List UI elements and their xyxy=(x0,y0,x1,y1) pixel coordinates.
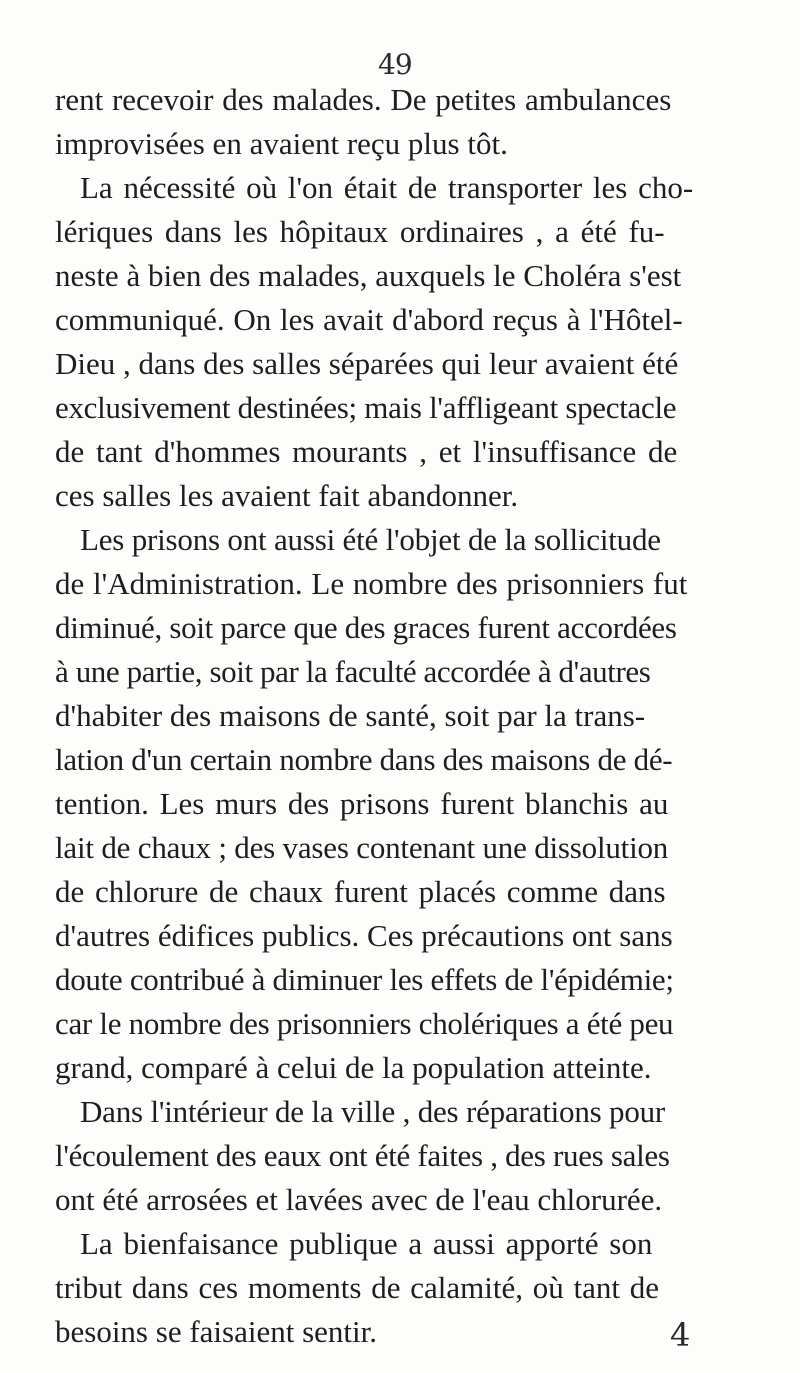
text-line: tribut dans ces moments de calamité, où tant de xyxy=(55,1270,659,1305)
text-line: car le nombre des prisonniers cholériques a été peu xyxy=(55,1006,674,1041)
text-line: doute contribué à diminuer les effets de l'épidémie; xyxy=(55,962,674,997)
text-line: de chlorure de chaux furent placés comme dans xyxy=(55,874,666,909)
text-line: tention. Les murs des prisons furent blanchis au xyxy=(55,786,669,821)
text-line: l'écoulement des eaux ont été faites , des rues sales xyxy=(55,1138,670,1173)
text-line: Dans l'intérieur de la ville , des réparations pour xyxy=(80,1094,666,1129)
text-line: grand, comparé à celui de la population atteinte. xyxy=(55,1050,652,1085)
text-line: à une partie, soit par la faculté accordée à d'autres xyxy=(55,654,651,689)
text-line: neste à bien des malades, auxquels le Choléra s'est xyxy=(55,258,682,293)
text-line: Dieu , dans des salles séparées qui leur avaient été xyxy=(55,346,679,381)
text-line: besoins se faisaient sentir. xyxy=(55,1314,377,1349)
text-line: lation d'un certain nombre dans des maisons de dé- xyxy=(55,742,673,777)
text-line: lait de chaux ; des vases contenant une dissolution xyxy=(55,830,669,865)
text-line: La nécessité où l'on était de transporter les cho- xyxy=(80,170,694,205)
text-line: La bienfaisance publique a aussi apporté son xyxy=(80,1226,653,1261)
page-number: 49 xyxy=(378,48,412,81)
text-line: de tant d'hommes mourants , et l'insuffisance de xyxy=(55,434,678,469)
text-line: lériques dans les hôpitaux ordinaires , a été fu- xyxy=(55,214,665,249)
signature-mark: 4 xyxy=(670,1316,691,1354)
text-line: exclusivement destinées; mais l'affligeant spectacle xyxy=(55,390,677,425)
text-line: ont été arrosées et lavées avec de l'eau chlorurée. xyxy=(55,1182,663,1217)
text-line: Les prisons ont aussi été l'objet de la sollicitude xyxy=(80,522,661,557)
text-line: d'habiter des maisons de santé, soit par la trans- xyxy=(55,698,646,733)
text-line: improvisées en avaient reçu plus tôt. xyxy=(55,126,508,161)
text-line: communiqué. On les avait d'abord reçus à l'Hôtel- xyxy=(55,302,683,337)
text-line: d'autres édifices publics. Ces précautions ont sans xyxy=(55,918,673,953)
text-line: ces salles les avaient fait abandonner. xyxy=(55,478,519,513)
text-line: rent recevoir des malades. De petites ambulances xyxy=(55,82,672,117)
text-line: diminué, soit parce que des graces furent accordées xyxy=(55,610,677,645)
text-line: de l'Administration. Le nombre des prisonniers fut xyxy=(55,566,688,601)
